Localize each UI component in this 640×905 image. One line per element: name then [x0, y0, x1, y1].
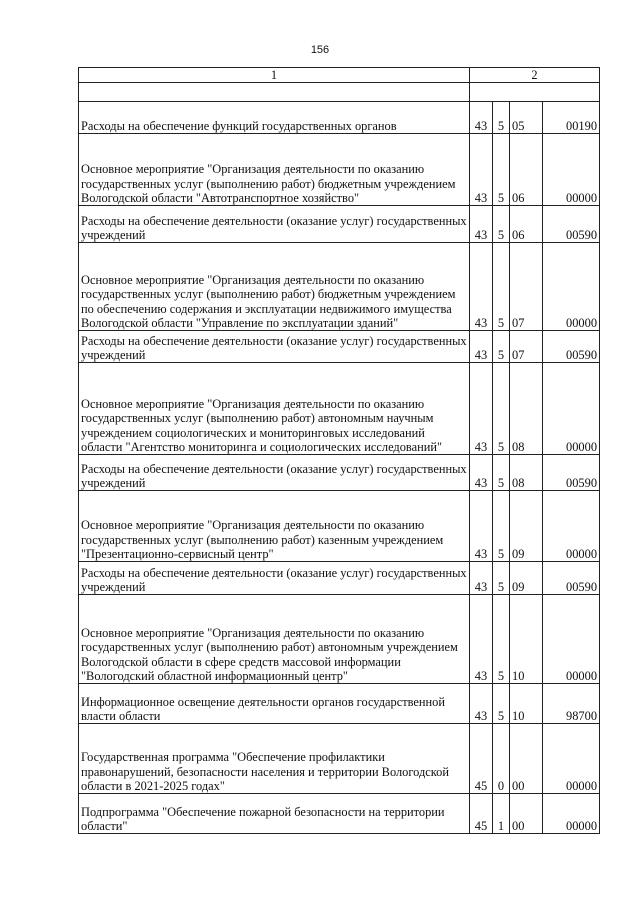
row-code-direction: 98700	[543, 684, 600, 724]
table-row	[79, 684, 600, 724]
row-code-direction: 00000	[543, 243, 600, 331]
row-code-admin: 43	[470, 491, 493, 562]
header-col-2: 2	[470, 68, 600, 83]
row-code-admin: 45	[470, 794, 493, 834]
row-description: Основное мероприятие "Организация деятельности по оказанию государственных услуг (выполнению работ) бюджетным учреждением по обеспечению содержания и эксплуатации недвижимого имущества Вологодской области "Управление по эксплуатации зданий"	[79, 243, 470, 331]
row-code-subprogram: 5	[493, 595, 510, 684]
row-code-subprogram: 5	[493, 363, 510, 455]
row-code-admin: 43	[470, 595, 493, 684]
row-code-subprogram: 5	[493, 684, 510, 724]
row-code-direction: 00000	[543, 794, 600, 834]
row-code-event: 08	[510, 455, 543, 491]
row-code-direction: 00590	[543, 206, 600, 243]
row-code-subprogram: 0	[493, 724, 510, 794]
row-code-subprogram: 5	[493, 134, 510, 206]
row-code-admin: 43	[470, 102, 493, 134]
table-row	[79, 724, 600, 794]
row-code-direction: 00000	[543, 134, 600, 206]
row-code-subprogram: 1	[493, 794, 510, 834]
table-row	[79, 243, 600, 331]
row-code-direction: 00000	[543, 491, 600, 562]
row-code-admin: 43	[470, 134, 493, 206]
table-row	[79, 206, 600, 243]
row-code-admin: 45	[470, 724, 493, 794]
row-code-admin: 43	[470, 363, 493, 455]
row-description: Расходы на обеспечение деятельности (оказание услуг) государственных учреждений	[79, 206, 470, 243]
table-row	[79, 455, 600, 491]
row-description: Расходы на обеспечение деятельности (оказание услуг) государственных учреждений	[79, 562, 470, 595]
table-row	[79, 331, 600, 363]
row-code-event: 08	[510, 363, 543, 455]
row-code-admin: 43	[470, 331, 493, 363]
row-description: Основное мероприятие "Организация деятельности по оказанию государственных услуг (выполнению работ) автономным научным учреждением социологических и мониторинговых исследований области "Агентство мониторинга и социологических исследований"	[79, 363, 470, 455]
table-row	[79, 491, 600, 562]
budget-table	[78, 67, 600, 834]
row-code-admin: 43	[470, 455, 493, 491]
row-code-event: 07	[510, 243, 543, 331]
header-col-1: 1	[79, 68, 470, 83]
row-code-event: 09	[510, 491, 543, 562]
row-code-subprogram: 5	[493, 562, 510, 595]
row-description: Подпрограмма "Обеспечение пожарной безопасности на территории области"	[79, 794, 470, 834]
row-code-direction: 00590	[543, 562, 600, 595]
row-code-subprogram: 5	[493, 206, 510, 243]
row-code-event: 07	[510, 331, 543, 363]
page-number: 156	[310, 44, 330, 56]
row-code-direction: 00190	[543, 102, 600, 134]
table-row	[79, 363, 600, 455]
row-code-direction: 00590	[543, 331, 600, 363]
row-description: Расходы на обеспечение функций государственных органов	[79, 102, 470, 134]
row-code-direction: 00000	[543, 595, 600, 684]
row-code-event: 00	[510, 724, 543, 794]
row-code-event: 06	[510, 134, 543, 206]
row-code-direction: 00590	[543, 455, 600, 491]
row-description: Основное мероприятие "Организация деятельности по оказанию государственных услуг (выполнению работ) казенным учреждением "Презентационно-сервисный центр"	[79, 491, 470, 562]
row-description: Основное мероприятие "Организация деятельности по оказанию государственных услуг (выполнению работ) автономным учреждением Вологодской области в сфере средств массовой информации "Вологодский областной информационный центр"	[79, 595, 470, 684]
table-row	[79, 102, 600, 134]
row-code-admin: 43	[470, 684, 493, 724]
row-code-direction: 00000	[543, 363, 600, 455]
header-spacer-row	[79, 83, 600, 102]
row-description: Основное мероприятие "Организация деятельности по оказанию государственных услуг (выполнению работ) бюджетным учреждением Вологодской области "Автотранспортное хозяйство"	[79, 134, 470, 206]
row-code-event: 05	[510, 102, 543, 134]
row-code-subprogram: 5	[493, 102, 510, 134]
row-code-subprogram: 5	[493, 243, 510, 331]
row-code-event: 10	[510, 595, 543, 684]
table-row	[79, 134, 600, 206]
row-code-event: 10	[510, 684, 543, 724]
row-description: Информационное освещение деятельности органов государственной власти области	[79, 684, 470, 724]
row-code-admin: 43	[470, 562, 493, 595]
header-row	[79, 68, 600, 83]
row-code-direction: 00000	[543, 724, 600, 794]
table-row	[79, 794, 600, 834]
table-row	[79, 595, 600, 684]
row-description: Расходы на обеспечение деятельности (оказание услуг) государственных учреждений	[79, 455, 470, 491]
row-code-event: 00	[510, 794, 543, 834]
row-code-subprogram: 5	[493, 331, 510, 363]
row-code-admin: 43	[470, 243, 493, 331]
row-code-event: 06	[510, 206, 543, 243]
row-description: Расходы на обеспечение деятельности (оказание услуг) государственных учреждений	[79, 331, 470, 363]
table-row	[79, 562, 600, 595]
row-code-subprogram: 5	[493, 455, 510, 491]
row-description: Государственная программа "Обеспечение профилактики правонарушений, безопасности населения и территории Вологодской области в 2021-2025 годах"	[79, 724, 470, 794]
row-code-subprogram: 5	[493, 491, 510, 562]
row-code-event: 09	[510, 562, 543, 595]
row-code-admin: 43	[470, 206, 493, 243]
